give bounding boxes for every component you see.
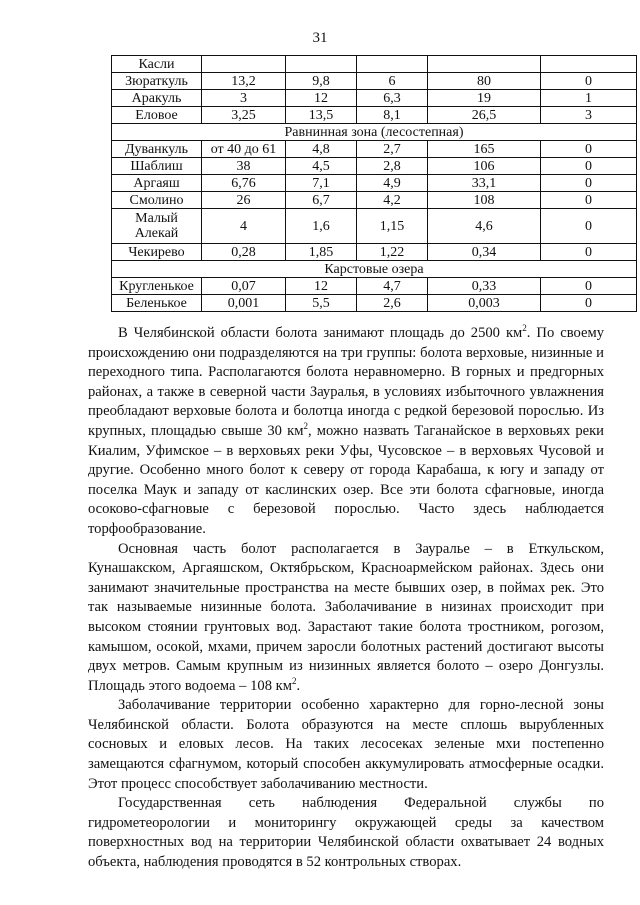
value-cell: 165	[428, 141, 541, 158]
value-cell: 0	[541, 158, 637, 175]
value-cell: 13,2	[202, 73, 286, 90]
lake-name-cell: Беленькое	[112, 295, 202, 312]
value-cell: 0	[541, 175, 637, 192]
lake-name-cell: Смолино	[112, 192, 202, 209]
value-cell: 108	[428, 192, 541, 209]
value-cell: 5,5	[286, 295, 357, 312]
value-cell: 13,5	[286, 107, 357, 124]
value-cell: 0,34	[428, 244, 541, 261]
paragraph-1: В Челябинской области болота занимают площадь до 2500 $км^2$. По своему происхождению они подразделяются на три группы: болота верховые, низинные и переходного типа. Располагаются болота неравномерно. В горных и предгорных районах, а также в северной части Зауралья, в условиях избыточного увлажнения преобладают верховые болота и болотца иногда с редкой березовой порослью. Из крупных, площадью свыше 30 $км^2$, можно назвать Таганайское в верховьях реки Киалим, Уфимское – в верховьях реки Уфы, Чусовское – в верховьях Чусовой и другие. Особенно много болот к северу от города Карабаша, к югу и западу от поселка Маук и западу от каслинских озер. Все эти болота сфагновые, иногда осоково-сфагновые с березовой порослью. Часто здесь наблюдается торфообразование.	[88, 323, 604, 537]
value-cell: 6,7	[286, 192, 357, 209]
table-row	[112, 73, 637, 90]
value-cell: 6	[357, 73, 428, 90]
lake-name-cell: Еловое	[112, 107, 202, 124]
lake-name-cell: Шаблиш	[112, 158, 202, 175]
value-cell: 4,5	[286, 158, 357, 175]
lake-name-cell: Касли	[112, 56, 202, 73]
value-cell: 9,8	[286, 73, 357, 90]
value-cell: 3,25	[202, 107, 286, 124]
lakes-table-body	[112, 56, 637, 312]
value-cell: 12	[286, 278, 357, 295]
value-cell: 1	[541, 90, 637, 107]
value-cell: 0	[541, 295, 637, 312]
value-cell: 0	[541, 73, 637, 90]
value-cell: 6,3	[357, 90, 428, 107]
value-cell: 4,6	[428, 209, 541, 244]
lake-name-cell: Зюраткуль	[112, 73, 202, 90]
value-cell: 0,001	[202, 295, 286, 312]
section-label: Карстовые озера	[112, 261, 637, 278]
value-cell: 19	[428, 90, 541, 107]
table-row	[112, 141, 637, 158]
value-cell: 0	[541, 209, 637, 244]
value-cell	[428, 56, 541, 73]
lake-name-cell: Аргаяш	[112, 175, 202, 192]
value-cell: 1,85	[286, 244, 357, 261]
value-cell: 106	[428, 158, 541, 175]
value-cell: 0,28	[202, 244, 286, 261]
value-cell: 2,8	[357, 158, 428, 175]
value-cell: 0,07	[202, 278, 286, 295]
table-row	[112, 107, 637, 124]
section-label: Равнинная зона (лесостепная)	[112, 124, 637, 141]
value-cell	[202, 56, 286, 73]
page-number: 31	[312, 30, 328, 46]
value-cell: 38	[202, 158, 286, 175]
value-cell: 2,7	[357, 141, 428, 158]
value-cell: 0	[541, 192, 637, 209]
paragraph-3: Заболачивание территории особенно характерно для горно-лесной зоны Челябинской области. Болота образуются на месте сплошь вырубленных сосновых и еловых лесов. На таких лесосеках зеленые мхи постепенно замещаются сфагнумом, который способен аккумулировать атмосферные осадки. Этот процесс способствует заболачиванию местности.	[88, 697, 604, 792]
table-row	[112, 209, 637, 244]
lake-name-cell: Кругленькое	[112, 278, 202, 295]
value-cell: 4,9	[357, 175, 428, 192]
value-cell: 1,6	[286, 209, 357, 244]
value-cell: 7,1	[286, 175, 357, 192]
table-row	[112, 278, 637, 295]
value-cell: 26,5	[428, 107, 541, 124]
value-cell: 8,1	[357, 107, 428, 124]
value-cell: от 40 до 61	[202, 141, 286, 158]
value-cell	[286, 56, 357, 73]
value-cell: 1,15	[357, 209, 428, 244]
value-cell: 26	[202, 192, 286, 209]
lake-name-cell: Аракуль	[112, 90, 202, 107]
table-section-row	[112, 124, 637, 141]
value-cell: 80	[428, 73, 541, 90]
lakes-table	[111, 55, 637, 312]
body-text	[88, 324, 604, 873]
value-cell: 4,2	[357, 192, 428, 209]
table-row	[112, 244, 637, 261]
value-cell: 0	[541, 141, 637, 158]
value-cell: 0	[541, 244, 637, 261]
value-cell: 6,76	[202, 175, 286, 192]
table-row	[112, 175, 637, 192]
paragraph-4: Государственная сеть наблюдения Федеральной службы по гидрометеорологии и мониторингу окружающей среды за качеством поверхностных вод на территории Челябинской области охватывает 24 водных объекта, наблюдения проводятся в 52 контрольных створах.	[88, 795, 604, 871]
value-cell: 33,1	[428, 175, 541, 192]
value-cell: 3	[541, 107, 637, 124]
value-cell: 3	[202, 90, 286, 107]
table-row	[112, 90, 637, 107]
lake-name-cell: Чекирево	[112, 244, 202, 261]
lake-name-cell: Дуванкуль	[112, 141, 202, 158]
table-row	[112, 56, 637, 73]
value-cell: 4,7	[357, 278, 428, 295]
value-cell: 2,6	[357, 295, 428, 312]
value-cell	[357, 56, 428, 73]
value-cell: 1,22	[357, 244, 428, 261]
value-cell: 0	[541, 278, 637, 295]
value-cell: 0,003	[428, 295, 541, 312]
table-row	[112, 295, 637, 312]
lake-name-cell: Малый Алекай	[112, 209, 202, 244]
value-cell: 4,8	[286, 141, 357, 158]
table-section-row	[112, 261, 637, 278]
table-row	[112, 158, 637, 175]
table-row	[112, 192, 637, 209]
value-cell: 12	[286, 90, 357, 107]
value-cell: 4	[202, 209, 286, 244]
value-cell: 0,33	[428, 278, 541, 295]
value-cell	[541, 56, 637, 73]
paragraph-2: Основная часть болот располагается в Зауралье – в Еткульском, Кунашакском, Аргаяшском, Октябрьском, Красноармейском районах. Здесь они занимают значительные пространства на месте бывших озер, в поймах рек. Это так называемые низинные болота. Заболачивание в низинах происходит при высоком стоянии грунтовых вод. Зарастают такие болота тростником, рогозом, камышом, осокой, мхами, причем заросли болотных растений достигают высоты двух метров. Самым крупным из низинных является болото – озеро Донгузлы. Площадь этого водоема – 108 $км^2$.	[88, 540, 604, 694]
